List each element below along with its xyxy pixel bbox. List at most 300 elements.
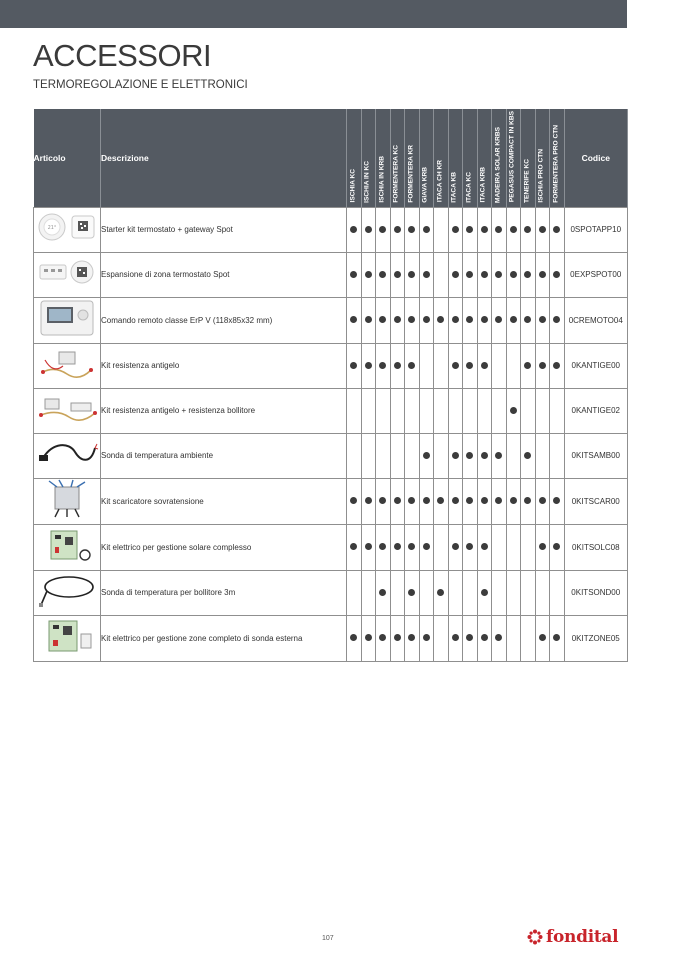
compat-cell — [550, 252, 565, 297]
row-description: Espansione di zona termostato Spot — [101, 252, 347, 297]
compat-cell — [390, 615, 405, 661]
compatible-dot — [481, 452, 488, 459]
model-name: ISCHIA KC — [349, 169, 357, 203]
compat-cell — [376, 433, 391, 478]
compatible-dot — [394, 634, 401, 641]
compat-cell — [390, 207, 405, 252]
compatible-dot — [539, 362, 546, 369]
compatible-dot — [524, 271, 531, 278]
compat-cell — [550, 524, 565, 570]
compat-cell — [347, 615, 362, 661]
compatible-dot — [423, 543, 430, 550]
fondital-logo — [527, 926, 618, 948]
row-description: Kit elettrico per gestione zone completo di sonda esterna — [101, 615, 347, 661]
compatible-dot — [495, 316, 502, 323]
model-name: ITACA KC — [465, 171, 473, 203]
compat-cell — [535, 478, 550, 524]
compat-cell — [506, 615, 521, 661]
compat-cell — [419, 388, 434, 433]
compat-cell — [361, 524, 376, 570]
compat-cell — [477, 478, 492, 524]
compat-cell — [376, 252, 391, 297]
compat-cell — [506, 297, 521, 343]
compatible-dot — [365, 634, 372, 641]
compat-cell — [448, 207, 463, 252]
compatible-dot — [466, 543, 473, 550]
compat-cell — [477, 433, 492, 478]
compat-cell — [550, 570, 565, 615]
compat-cell — [506, 207, 521, 252]
compat-cell — [492, 524, 507, 570]
compatible-dot — [423, 226, 430, 233]
row-description: Kit scaricatore sovratensione — [101, 478, 347, 524]
compat-cell — [463, 343, 478, 388]
compat-cell — [390, 252, 405, 297]
compatible-dot — [539, 316, 546, 323]
compat-cell — [361, 207, 376, 252]
compatible-dot — [452, 452, 459, 459]
compat-cell — [347, 433, 362, 478]
compat-cell — [419, 207, 434, 252]
compat-cell — [347, 207, 362, 252]
col-header-model — [448, 109, 463, 207]
compatible-dot — [350, 362, 357, 369]
compat-cell — [347, 570, 362, 615]
row-description: Starter kit termostato + gateway Spot — [101, 207, 347, 252]
col-header-descrizione: Descrizione — [101, 109, 347, 207]
compat-cell — [550, 343, 565, 388]
compat-cell — [492, 615, 507, 661]
compat-cell — [361, 615, 376, 661]
compat-cell — [463, 388, 478, 433]
compatible-dot — [452, 271, 459, 278]
compat-cell — [419, 343, 434, 388]
compatible-dot — [408, 634, 415, 641]
compatible-dot — [423, 271, 430, 278]
compat-cell — [376, 524, 391, 570]
compat-cell — [506, 570, 521, 615]
compatible-dot — [423, 452, 430, 459]
compatible-dot — [379, 271, 386, 278]
compatible-dot — [466, 226, 473, 233]
compat-cell — [463, 433, 478, 478]
compat-cell — [448, 524, 463, 570]
model-name: FORMENTERA KC — [392, 144, 400, 203]
compat-cell — [477, 343, 492, 388]
compat-cell — [535, 252, 550, 297]
model-name: MADEIRA SOLAR KRBS — [494, 126, 502, 203]
table-row — [34, 343, 628, 388]
compat-cell — [390, 343, 405, 388]
compatible-dot — [423, 497, 430, 504]
compat-cell — [347, 478, 362, 524]
compatible-dot — [379, 543, 386, 550]
compatible-dot — [539, 634, 546, 641]
compat-cell — [535, 297, 550, 343]
compat-cell — [390, 478, 405, 524]
compatible-dot — [437, 497, 444, 504]
compat-cell — [419, 433, 434, 478]
compat-cell — [361, 388, 376, 433]
compatible-dot — [394, 316, 401, 323]
compatible-dot — [394, 543, 401, 550]
compatible-dot — [539, 543, 546, 550]
compat-cell — [477, 570, 492, 615]
top-bar — [0, 0, 627, 28]
row-description: Kit resistenza antigelo + resistenza bollitore — [101, 388, 347, 433]
compatible-dot — [350, 226, 357, 233]
compat-cell — [477, 252, 492, 297]
compat-cell — [521, 343, 536, 388]
compatible-dot — [510, 316, 517, 323]
col-header-model — [419, 109, 434, 207]
compat-cell — [463, 207, 478, 252]
compat-cell — [492, 343, 507, 388]
compat-cell — [535, 524, 550, 570]
col-header-model — [361, 109, 376, 207]
compat-cell — [347, 388, 362, 433]
compatible-dot — [408, 543, 415, 550]
compatible-dot — [452, 543, 459, 550]
compatible-dot — [524, 362, 531, 369]
compatible-dot — [539, 226, 546, 233]
compatible-dot — [524, 226, 531, 233]
row-description: Kit elettrico per gestione solare complesso — [101, 524, 347, 570]
compat-cell — [376, 343, 391, 388]
compat-cell — [492, 252, 507, 297]
compatible-dot — [379, 497, 386, 504]
compatible-dot — [481, 271, 488, 278]
compat-cell — [535, 207, 550, 252]
compat-cell — [550, 388, 565, 433]
model-name: ISCHIA IN KRB — [378, 155, 386, 203]
compatible-dot — [365, 226, 372, 233]
table-row — [34, 388, 628, 433]
compat-cell — [448, 343, 463, 388]
zone-expansion-image — [34, 252, 101, 297]
compatible-dot — [510, 271, 517, 278]
compatible-dot — [553, 316, 560, 323]
compat-cell — [419, 478, 434, 524]
compatible-dot — [379, 226, 386, 233]
compat-cell — [492, 297, 507, 343]
model-name: ISCHIA PRO CTN — [537, 148, 545, 203]
compat-cell — [521, 388, 536, 433]
compatible-dot — [408, 362, 415, 369]
compat-cell — [463, 252, 478, 297]
compat-cell — [434, 615, 449, 661]
compat-cell — [405, 207, 420, 252]
compat-cell — [361, 433, 376, 478]
compatible-dot — [510, 226, 517, 233]
antifreeze-kit-image — [34, 343, 101, 388]
row-description: Comando remoto classe ErP V (118x85x32 mm) — [101, 297, 347, 343]
row-code: 0KITZONE05 — [564, 615, 628, 661]
compat-cell — [434, 207, 449, 252]
col-header-codice: Codice — [564, 109, 628, 207]
compatible-dot — [481, 226, 488, 233]
compat-cell — [492, 570, 507, 615]
compat-cell — [405, 252, 420, 297]
compat-cell — [492, 388, 507, 433]
compatible-dot — [437, 589, 444, 596]
thermostat-gateway-image — [34, 207, 101, 252]
compatible-dot — [481, 589, 488, 596]
page-subtitle: TERMOREGOLAZIONE E ELETTRONICI — [33, 79, 248, 91]
compat-cell — [376, 388, 391, 433]
compat-cell — [405, 524, 420, 570]
compat-cell — [376, 297, 391, 343]
compatible-dot — [437, 316, 444, 323]
compatible-dot — [452, 316, 459, 323]
compat-cell — [434, 524, 449, 570]
col-header-articolo: Articolo — [34, 109, 101, 207]
compatible-dot — [553, 362, 560, 369]
compat-cell — [376, 570, 391, 615]
table-row — [34, 297, 628, 343]
model-name: ITACA KB — [450, 171, 458, 203]
compat-cell — [361, 252, 376, 297]
compatible-dot — [553, 226, 560, 233]
compat-cell — [463, 524, 478, 570]
model-name: FORMENTERA PRO CTN — [552, 124, 560, 203]
compatible-dot — [495, 497, 502, 504]
compatible-dot — [495, 271, 502, 278]
table-row — [34, 433, 628, 478]
compat-cell — [419, 615, 434, 661]
compatible-dot — [408, 271, 415, 278]
compatible-dot — [466, 634, 473, 641]
col-header-model — [550, 109, 565, 207]
flower-icon — [527, 929, 543, 945]
compat-cell — [477, 388, 492, 433]
col-header-model — [521, 109, 536, 207]
row-code: 0SPOTAPP10 — [564, 207, 628, 252]
row-code: 0EXPSPOT00 — [564, 252, 628, 297]
row-code: 0KITSOLC08 — [564, 524, 628, 570]
compatible-dot — [350, 634, 357, 641]
zone-board-image — [34, 615, 101, 661]
compat-cell — [390, 297, 405, 343]
compatible-dot — [553, 497, 560, 504]
compat-cell — [419, 524, 434, 570]
compat-cell — [521, 570, 536, 615]
compat-cell — [477, 524, 492, 570]
table-header-row — [34, 109, 628, 207]
compat-cell — [506, 343, 521, 388]
compatible-dot — [408, 589, 415, 596]
solar-board-image — [34, 524, 101, 570]
compatible-dot — [379, 589, 386, 596]
compatible-dot — [365, 362, 372, 369]
compat-cell — [448, 388, 463, 433]
compat-cell — [448, 297, 463, 343]
compat-cell — [390, 570, 405, 615]
compat-cell — [376, 478, 391, 524]
row-code: 0KANTIGE02 — [564, 388, 628, 433]
compat-cell — [463, 478, 478, 524]
model-name: TENERIFE KC — [523, 158, 531, 203]
compatible-dot — [481, 543, 488, 550]
compat-cell — [550, 615, 565, 661]
compat-cell — [361, 570, 376, 615]
col-header-model — [347, 109, 362, 207]
compatible-dot — [365, 271, 372, 278]
compatible-dot — [350, 497, 357, 504]
compat-cell — [448, 252, 463, 297]
compat-cell — [521, 478, 536, 524]
compat-cell — [521, 524, 536, 570]
row-code: 0KANTIGE00 — [564, 343, 628, 388]
compat-cell — [550, 478, 565, 524]
compatible-dot — [394, 226, 401, 233]
compat-cell — [390, 524, 405, 570]
accessories-table — [33, 109, 628, 662]
compat-cell — [405, 570, 420, 615]
compatible-dot — [524, 497, 531, 504]
col-header-model — [477, 109, 492, 207]
table-row — [34, 252, 628, 297]
compat-cell — [506, 478, 521, 524]
row-code: 0KITSCAR00 — [564, 478, 628, 524]
compat-cell — [376, 207, 391, 252]
compat-cell — [550, 297, 565, 343]
compatible-dot — [539, 271, 546, 278]
compatible-dot — [466, 452, 473, 459]
compat-cell — [535, 343, 550, 388]
page-title: ACCESSORI — [33, 38, 212, 73]
row-code: 0KITSOND00 — [564, 570, 628, 615]
compatible-dot — [423, 316, 430, 323]
compat-cell — [347, 297, 362, 343]
compatible-dot — [539, 497, 546, 504]
compat-cell — [434, 252, 449, 297]
compat-cell — [434, 297, 449, 343]
compatible-dot — [394, 497, 401, 504]
compat-cell — [463, 297, 478, 343]
compat-cell — [492, 433, 507, 478]
compatible-dot — [466, 271, 473, 278]
compat-cell — [521, 615, 536, 661]
compat-cell — [463, 570, 478, 615]
compat-cell — [506, 252, 521, 297]
compat-cell — [535, 433, 550, 478]
model-name: ISCHIA IN KC — [363, 160, 371, 203]
compatible-dot — [510, 497, 517, 504]
row-description: Kit resistenza antigelo — [101, 343, 347, 388]
compatible-dot — [510, 407, 517, 414]
row-code: 0KITSAMB00 — [564, 433, 628, 478]
compat-cell — [506, 433, 521, 478]
compatible-dot — [452, 226, 459, 233]
compatible-dot — [553, 271, 560, 278]
compat-cell — [448, 433, 463, 478]
compat-cell — [434, 478, 449, 524]
compatible-dot — [350, 271, 357, 278]
compat-cell — [463, 615, 478, 661]
compatible-dot — [553, 634, 560, 641]
page-number: 107 — [322, 935, 334, 942]
boiler-probe-image — [34, 570, 101, 615]
row-description: Sonda di temperatura per bollitore 3m — [101, 570, 347, 615]
compat-cell — [550, 433, 565, 478]
compatible-dot — [495, 226, 502, 233]
col-header-model — [390, 109, 405, 207]
row-description: Sonda di temperatura ambiente — [101, 433, 347, 478]
table-row — [34, 570, 628, 615]
compatible-dot — [481, 316, 488, 323]
compatible-dot — [394, 362, 401, 369]
compatible-dot — [408, 497, 415, 504]
compat-cell — [448, 615, 463, 661]
compat-cell — [492, 207, 507, 252]
compat-cell — [390, 388, 405, 433]
surge-arrester-image — [34, 478, 101, 524]
compatible-dot — [408, 316, 415, 323]
compat-cell — [535, 615, 550, 661]
compatible-dot — [394, 271, 401, 278]
compat-cell — [419, 297, 434, 343]
table-row — [34, 478, 628, 524]
compatible-dot — [408, 226, 415, 233]
compat-cell — [521, 207, 536, 252]
compatible-dot — [423, 634, 430, 641]
compat-cell — [405, 478, 420, 524]
compatible-dot — [350, 316, 357, 323]
remote-control-image — [34, 297, 101, 343]
compat-cell — [506, 388, 521, 433]
compatible-dot — [365, 543, 372, 550]
compat-cell — [405, 615, 420, 661]
compatible-dot — [452, 497, 459, 504]
compatible-dot — [466, 362, 473, 369]
antifreeze-boiler-kit-image — [34, 388, 101, 433]
compat-cell — [492, 478, 507, 524]
compatible-dot — [379, 316, 386, 323]
compat-cell — [376, 615, 391, 661]
compat-cell — [477, 297, 492, 343]
compatible-dot — [452, 362, 459, 369]
compat-cell — [506, 524, 521, 570]
col-header-model — [535, 109, 550, 207]
compat-cell — [419, 570, 434, 615]
model-name: FORMENTERA KR — [407, 144, 415, 203]
compat-cell — [361, 297, 376, 343]
compatible-dot — [524, 316, 531, 323]
compatible-dot — [495, 452, 502, 459]
compatible-dot — [379, 362, 386, 369]
model-name: ITACA CH KR — [436, 160, 444, 203]
compatible-dot — [350, 543, 357, 550]
compat-cell — [361, 343, 376, 388]
col-header-model — [463, 109, 478, 207]
compat-cell — [347, 343, 362, 388]
compat-cell — [405, 297, 420, 343]
compatible-dot — [553, 543, 560, 550]
compatible-dot — [379, 634, 386, 641]
compat-cell — [448, 570, 463, 615]
col-header-model — [506, 109, 521, 207]
compat-cell — [347, 524, 362, 570]
compat-cell — [419, 252, 434, 297]
compatible-dot — [466, 316, 473, 323]
compatible-dot — [495, 634, 502, 641]
compat-cell — [434, 433, 449, 478]
col-header-model — [492, 109, 507, 207]
compatible-dot — [365, 497, 372, 504]
compatible-dot — [524, 452, 531, 459]
compat-cell — [405, 388, 420, 433]
